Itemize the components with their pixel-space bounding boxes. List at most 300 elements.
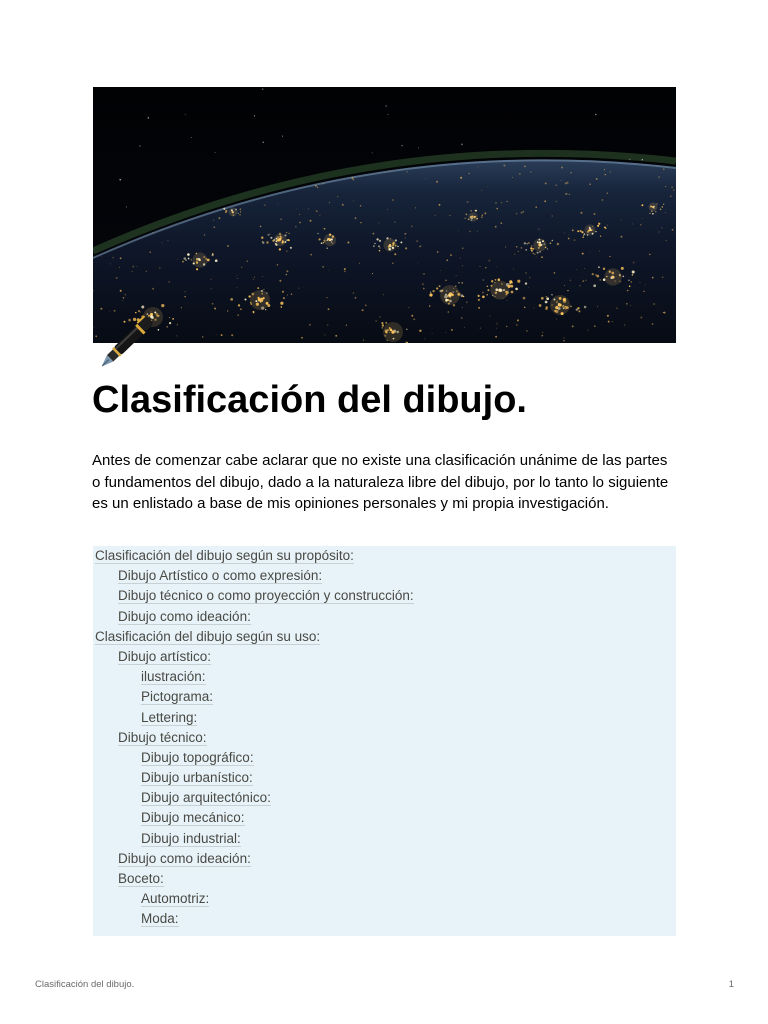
city-light	[411, 225, 413, 227]
city-light	[565, 193, 567, 195]
city-light	[671, 187, 673, 189]
city-light	[527, 243, 528, 244]
city-light	[534, 254, 535, 255]
city-light	[513, 268, 514, 269]
city-light	[597, 225, 599, 227]
city-light	[383, 294, 384, 295]
city-light	[448, 311, 450, 313]
city-light	[382, 324, 384, 326]
city-light	[323, 240, 325, 242]
city-light	[501, 222, 503, 224]
city-light	[291, 294, 292, 295]
city-light	[389, 170, 390, 171]
city-light	[496, 267, 497, 268]
city-light	[152, 288, 154, 290]
city-light	[375, 320, 376, 321]
city-light	[506, 326, 507, 327]
city-light	[260, 226, 262, 228]
city-light	[570, 306, 572, 308]
star	[372, 152, 373, 153]
toc-item[interactable]	[95, 607, 674, 627]
city-light	[552, 240, 554, 242]
city-light	[397, 331, 400, 334]
city-light	[584, 268, 585, 269]
city-light	[264, 205, 265, 206]
city-light	[456, 275, 457, 276]
city-light	[202, 336, 204, 338]
city-light	[610, 171, 611, 172]
city-light	[572, 325, 574, 327]
city-light	[184, 257, 187, 260]
city-light	[487, 289, 489, 291]
toc-link-label[interactable]: Clasificación del dibujo según su uso:	[95, 628, 321, 644]
city-light	[523, 297, 526, 300]
city-light	[379, 316, 381, 318]
city-light	[612, 276, 614, 278]
city-light	[188, 258, 190, 260]
city-light	[568, 234, 569, 235]
city-light	[672, 229, 674, 231]
city-light	[547, 248, 548, 249]
city-light	[559, 297, 562, 300]
city-light	[160, 230, 161, 231]
toc-link-label[interactable]: Dibujo como ideación:	[118, 850, 251, 866]
city-light	[344, 268, 346, 270]
city-light	[331, 238, 333, 240]
toc-item[interactable]	[95, 808, 674, 828]
toc-link-label[interactable]: Lettering:	[141, 709, 198, 725]
city-light	[554, 299, 556, 301]
city-light	[538, 229, 539, 230]
city-light	[110, 263, 111, 264]
star	[139, 145, 140, 146]
star	[263, 142, 265, 144]
city-light	[408, 307, 409, 308]
city-light	[261, 290, 263, 292]
city-light	[390, 238, 391, 239]
city-light	[658, 231, 659, 232]
city-light	[632, 274, 633, 275]
city-light	[321, 242, 323, 244]
star	[215, 152, 216, 153]
city-light	[125, 294, 126, 295]
intro-paragraph: Antes de comenzar cabe aclarar que no existe una clasificación unánime de las partes o fundamentos del dibujo, dado a la naturaleza libre del dibujo, por lo tanto lo siguiente es un enlistado a base de mis opiniones personales y mi propia investigación.	[92, 452, 669, 513]
city-light	[138, 310, 140, 312]
star	[126, 206, 127, 207]
toc-item[interactable]	[95, 748, 674, 768]
city-light	[469, 173, 470, 174]
city-light	[327, 324, 329, 326]
city-light	[607, 315, 609, 317]
toc-link-label[interactable]: Moda:	[141, 911, 179, 927]
city-light	[288, 239, 290, 241]
toc-item[interactable]	[95, 909, 674, 929]
city-light	[598, 223, 600, 225]
city-light	[373, 245, 374, 246]
fountain-pen-icon	[96, 315, 156, 371]
city-light	[606, 276, 608, 278]
city-light	[640, 224, 642, 226]
city-light	[378, 245, 380, 247]
toc-link-label[interactable]: Dibujo técnico:	[118, 729, 207, 745]
city-light	[611, 272, 614, 275]
city-light	[136, 266, 137, 267]
city-light	[196, 268, 198, 270]
city-light	[551, 294, 552, 295]
star	[262, 88, 264, 90]
city-light	[169, 317, 170, 318]
city-light	[591, 230, 592, 231]
city-light	[466, 214, 468, 216]
city-light	[501, 283, 503, 285]
city-light	[522, 211, 524, 213]
toc-link-label[interactable]: Clasificación del dibujo según su propósito:	[95, 548, 354, 563]
toc-link-label[interactable]: Dibujo topográfico:	[141, 749, 254, 765]
city-light	[640, 282, 641, 283]
city-light	[381, 322, 383, 324]
city-light	[388, 247, 390, 249]
city-light	[197, 258, 199, 260]
city-light	[562, 306, 563, 307]
city-light	[286, 232, 287, 233]
city-light	[386, 237, 388, 239]
city-light	[232, 211, 233, 212]
star	[387, 114, 388, 115]
city-light	[487, 286, 488, 287]
city-light	[440, 270, 441, 271]
toc-link-label[interactable]: Automotriz:	[141, 891, 210, 907]
city-light	[351, 177, 353, 179]
city-light	[182, 261, 184, 263]
city-light	[400, 241, 402, 243]
city-light	[569, 194, 570, 195]
city-light	[516, 324, 518, 326]
city-light	[531, 245, 532, 246]
city-light	[308, 208, 309, 209]
city-light	[193, 262, 195, 264]
city-light	[449, 292, 452, 295]
city-light	[355, 217, 357, 219]
city-light	[539, 251, 540, 252]
toc-item[interactable]	[95, 768, 674, 788]
city-light	[511, 291, 514, 294]
city-light	[201, 250, 202, 251]
city-light	[282, 240, 284, 242]
city-light	[445, 332, 446, 333]
city-light	[430, 292, 431, 293]
city-light	[423, 288, 425, 290]
city-light	[609, 256, 610, 257]
city-light	[265, 309, 266, 310]
city-light	[353, 201, 354, 202]
city-light	[663, 204, 664, 205]
toc-link-label[interactable]: Dibujo técnico o como proyección y construcción:	[118, 588, 414, 604]
city-light	[398, 248, 399, 249]
city-light	[394, 253, 396, 255]
city-light	[555, 184, 557, 186]
city-light	[563, 340, 565, 342]
city-light	[337, 196, 338, 197]
city-light	[495, 279, 497, 281]
city-light	[653, 208, 654, 209]
city-light	[592, 226, 593, 227]
city-light	[172, 318, 174, 320]
city-light	[446, 290, 447, 291]
city-light	[486, 294, 488, 296]
toc-link-label[interactable]: Dibujo mecánico:	[141, 810, 245, 826]
city-light	[653, 303, 655, 305]
star	[595, 114, 596, 115]
city-light	[131, 271, 132, 272]
city-light	[323, 242, 324, 243]
city-light	[283, 297, 285, 299]
city-light	[470, 216, 472, 218]
city-light	[600, 279, 601, 280]
city-light	[528, 287, 529, 288]
city-light	[389, 332, 390, 333]
toc-item[interactable]	[95, 586, 674, 606]
city-light	[327, 240, 328, 241]
city-light	[541, 297, 544, 300]
city-light	[360, 222, 361, 223]
city-light	[221, 334, 223, 336]
toc-item[interactable]	[95, 869, 674, 889]
city-light	[355, 297, 357, 299]
city-light	[662, 206, 663, 207]
toc-link-label[interactable]: Dibujo arquitectónico:	[141, 790, 271, 806]
city-light	[506, 291, 509, 294]
city-light	[570, 172, 571, 173]
city-light	[539, 304, 542, 307]
toc-item[interactable]	[95, 627, 674, 647]
city-light	[435, 215, 436, 216]
city-light	[320, 185, 321, 186]
toc-item[interactable]	[95, 728, 674, 748]
city-light	[257, 287, 259, 289]
city-light	[485, 267, 486, 268]
city-light	[524, 306, 526, 308]
city-light	[261, 237, 263, 239]
city-light	[244, 298, 246, 300]
city-light	[280, 236, 282, 238]
city-light	[561, 167, 563, 169]
toc-link-label[interactable]: Boceto:	[118, 871, 164, 886]
city-light	[509, 283, 511, 285]
city-light	[379, 240, 381, 242]
city-light	[624, 324, 625, 325]
city-light	[322, 266, 324, 268]
city-light	[512, 177, 513, 178]
toc-link-label[interactable]: Dibujo Artístico o como expresión:	[118, 568, 323, 584]
toc-link-label[interactable]: Pictograma:	[141, 689, 214, 705]
city-light	[600, 236, 601, 237]
city-light	[394, 222, 395, 223]
city-light	[279, 233, 281, 235]
city-light	[279, 280, 281, 282]
city-light	[462, 248, 463, 249]
city-light	[273, 240, 274, 241]
city-light	[280, 218, 282, 220]
city-light	[277, 264, 279, 266]
city-light	[196, 258, 197, 259]
city-light	[284, 234, 286, 236]
toc-item[interactable]	[95, 889, 674, 909]
city-light	[251, 293, 254, 296]
toc-link-label[interactable]: Dibujo artístico:	[118, 648, 212, 664]
city-light	[262, 276, 263, 277]
city-light	[429, 305, 431, 307]
toc-link-label[interactable]: Dibujo como ideación:	[118, 608, 251, 624]
city-light	[359, 263, 360, 264]
city-light	[247, 261, 248, 262]
city-light	[279, 238, 281, 240]
city-light	[652, 323, 654, 325]
toc-item[interactable]	[95, 708, 674, 728]
city-light	[446, 259, 448, 261]
city-light	[326, 247, 328, 249]
city-light	[213, 220, 214, 221]
city-light	[158, 329, 160, 331]
city-light	[181, 307, 182, 308]
city-light	[542, 332, 543, 333]
city-light	[328, 308, 330, 310]
city-light	[296, 209, 297, 210]
city-light	[112, 257, 114, 259]
city-light	[446, 301, 447, 302]
city-light	[478, 307, 480, 309]
city-light	[664, 312, 666, 314]
toc-item[interactable]	[95, 849, 674, 869]
city-light	[156, 315, 158, 317]
city-light	[286, 274, 288, 276]
city-light	[404, 237, 406, 239]
city-light	[119, 267, 120, 268]
city-light	[526, 330, 528, 332]
toc-item[interactable]	[95, 566, 674, 586]
city-light	[587, 234, 589, 236]
city-light	[652, 277, 654, 279]
toc-link-label[interactable]: ilustración:	[141, 669, 206, 685]
city-light	[597, 306, 598, 307]
city-light	[452, 291, 453, 292]
city-light	[483, 280, 484, 281]
toc-link-label[interactable]: Dibujo industrial:	[141, 830, 241, 846]
city-light	[616, 308, 617, 309]
city-light	[496, 323, 497, 324]
city-light	[510, 285, 513, 288]
city-light	[650, 206, 652, 208]
city-light	[621, 236, 623, 238]
city-light	[411, 315, 413, 317]
city-light	[540, 244, 541, 245]
city-light	[227, 310, 228, 311]
city-light	[471, 220, 472, 221]
city-light	[204, 234, 206, 236]
toc-item[interactable]	[95, 546, 674, 566]
city-light	[268, 234, 269, 235]
city-light	[544, 200, 546, 202]
city-light	[621, 220, 622, 221]
footer-page-title: Clasificación del dibujo.	[35, 979, 135, 990]
city-light	[592, 233, 594, 235]
city-light	[392, 247, 394, 249]
star	[418, 148, 419, 149]
city-light	[603, 268, 605, 270]
city-light	[445, 280, 446, 281]
city-light	[224, 208, 225, 209]
city-light	[323, 183, 325, 185]
city-light	[176, 335, 177, 336]
city-light	[114, 310, 116, 312]
toc-item[interactable]	[95, 687, 674, 707]
city-light	[253, 279, 254, 280]
city-light	[470, 210, 471, 211]
city-light	[595, 231, 596, 232]
city-light	[393, 338, 395, 340]
city-light	[404, 233, 406, 235]
city-light	[649, 254, 651, 256]
city-light	[230, 298, 233, 301]
city-light	[379, 247, 380, 248]
toc-item[interactable]	[95, 788, 674, 808]
city-light	[299, 214, 300, 215]
city-light	[467, 201, 469, 203]
city-light	[584, 306, 587, 309]
city-light	[598, 266, 600, 268]
city-light	[161, 304, 164, 307]
city-light	[239, 214, 240, 215]
city-light	[250, 303, 252, 305]
city-light	[238, 304, 240, 306]
city-light	[517, 280, 520, 283]
city-light	[567, 290, 568, 291]
toc-item[interactable]	[95, 829, 674, 849]
city-light	[515, 288, 518, 291]
city-light	[559, 304, 560, 305]
city-light	[561, 180, 562, 181]
city-light	[490, 285, 492, 287]
city-light	[315, 185, 317, 187]
toc-item[interactable]	[95, 647, 674, 667]
city-light	[576, 269, 577, 270]
city-light	[187, 253, 190, 256]
star	[401, 145, 402, 146]
city-light	[240, 208, 242, 210]
city-light	[445, 294, 447, 296]
city-light	[469, 231, 470, 232]
star	[386, 105, 387, 106]
city-light	[347, 241, 349, 243]
city-light	[324, 228, 326, 230]
city-light	[281, 241, 283, 243]
city-light	[458, 293, 460, 295]
city-light	[397, 246, 398, 247]
toc-link-label[interactable]: Dibujo urbanístico:	[141, 770, 253, 786]
toc-item[interactable]	[95, 667, 674, 687]
city-light	[478, 295, 480, 297]
city-light	[583, 277, 584, 278]
city-light	[439, 290, 442, 293]
city-light	[346, 325, 347, 326]
city-light	[525, 272, 526, 273]
city-light	[574, 239, 576, 241]
city-light	[455, 286, 456, 287]
city-light	[237, 278, 238, 279]
city-light	[585, 279, 587, 281]
city-light	[177, 259, 178, 260]
city-light	[191, 259, 192, 260]
city-light	[100, 308, 102, 310]
